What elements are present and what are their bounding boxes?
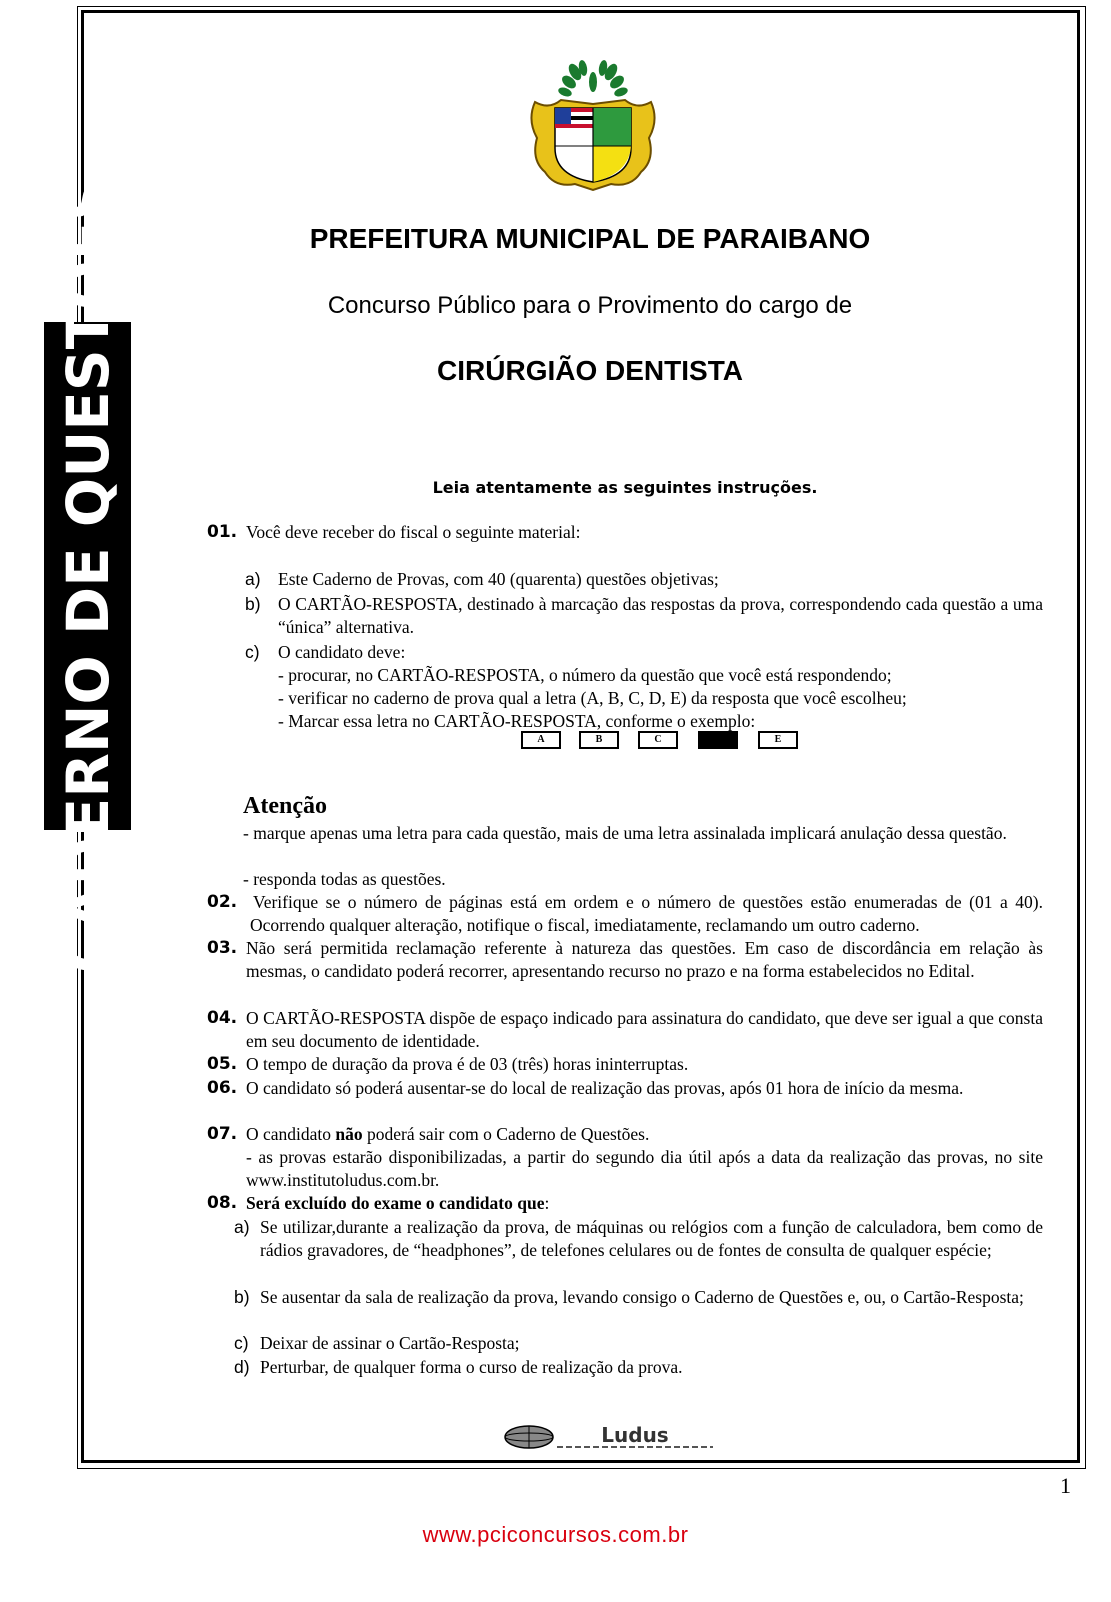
item-number: 04. — [207, 1008, 238, 1028]
item-text: Você deve receber do fiscal o seguinte material: — [246, 522, 581, 542]
page-title: PREFEITURA MUNICIPAL DE PARAIBANO — [309, 223, 871, 254]
item-text — [246, 1192, 549, 1214]
attention-heading: Atenção — [243, 793, 327, 819]
instructions-heading: Leia atentamente as seguintes instruções. — [432, 478, 818, 497]
example-answer-box: A — [521, 731, 561, 749]
footer-url[interactable]: www.pciconcursos.com.br — [422, 1522, 689, 1547]
item-text: O tempo de duração da prova é de 03 (três) horas ininterruptas. — [246, 1054, 689, 1074]
item-text: Deixar de assinar o Cartão-Resposta; — [260, 1333, 520, 1353]
item-letter: a) — [234, 1217, 250, 1237]
item-text: Perturbar, de qualquer forma o curso de realização da prova. — [260, 1357, 683, 1377]
item-text: Se utilizar,durante a realização da prova, de máquinas ou relógios com a função de calculadora, bem como de rádios gravadores, de “headphones”, de telefones celulares ou de fontes de consulta de qualquer espécie; — [260, 1217, 1043, 1260]
item-subline: - procurar, no CARTÃO-RESPOSTA, o número da questão que você está respondendo; — [278, 665, 892, 685]
item-text-part: : — [544, 1193, 550, 1213]
item-number: 02. — [207, 892, 238, 912]
side-label — [44, 179, 131, 973]
item-text: Este Caderno de Provas, com 40 (quarenta) questões objetivas; — [278, 569, 719, 589]
attention-text: - marque apenas uma letra para cada questão, mais de uma letra assinalada implicará anulação dessa questão. — [243, 823, 1007, 843]
item-text: O CARTÃO-RESPOSTA, destinado à marcação das respostas da prova, correspondendo cada questão a uma “única” alternativa. — [278, 594, 1043, 637]
page-subtitle: Concurso Público para o Provimento do cargo de — [327, 292, 853, 319]
item-letter: b) — [245, 594, 261, 614]
item-number: 05. — [207, 1054, 238, 1074]
position-title: CIRÚRGIÃO DENTISTA — [437, 355, 743, 386]
item-text-part: O candidato — [246, 1124, 336, 1144]
item-subline: - Marcar essa letra no CARTÃO-RESPOSTA, conforme o exemplo: — [278, 711, 756, 731]
side-label-text: CADERNO DE QUESTÕES — [53, 179, 122, 973]
example-answer-box-marked — [698, 731, 738, 749]
item-text: Verifique se o número de páginas está em ordem e o número de questões estão enumeradas de (01 a 40). Ocorrendo qualquer alteração, notifique o fiscal, imediatamente, reclamando um outro caderno. — [250, 892, 1043, 935]
item-text: Não será permitida reclamação referente à natureza das questões. Em caso de discordância em relação às mesmas, o candidato poderá recorrer, apresentando recurso no prazo e na forma estabelecidos no Edital. — [246, 938, 1043, 981]
item-number: 03. — [207, 938, 238, 958]
example-answer-box: C — [638, 731, 678, 749]
municipal-crest-icon — [525, 60, 661, 192]
item-text-part: poderá sair com o Caderno de Questões. — [362, 1124, 650, 1144]
item-text: O candidato deve: — [278, 642, 406, 662]
item-subline: - as provas estarão disponibilizadas, a partir do segundo dia útil após a data da realização das provas, no site www.institutoludus.com.br. — [246, 1147, 1043, 1190]
item-text-emphasis: não — [335, 1124, 363, 1144]
item-letter: b) — [234, 1287, 250, 1307]
svg-text:Ludus: Ludus — [601, 1424, 669, 1447]
item-letter: d) — [234, 1357, 250, 1377]
item-text — [246, 1123, 649, 1145]
item-letter: c) — [245, 642, 260, 662]
page-number: 1 — [1060, 1473, 1071, 1498]
attention-line — [243, 822, 1043, 845]
item-text: O candidato só poderá ausentar-se do local de realização das provas, após 01 hora de início da mesma. — [246, 1078, 964, 1098]
item-subline: - verificar no caderno de prova qual a letra (A, B, C, D, E) da resposta que você escolheu; — [278, 688, 907, 708]
item-letter: a) — [245, 569, 261, 589]
item-text: O CARTÃO-RESPOSTA dispõe de espaço indicado para assinatura do candidato, que deve ser igual a que consta em seu documento de identidade. — [246, 1008, 1043, 1051]
item-number: 07. — [207, 1124, 238, 1144]
item-letter: c) — [234, 1333, 249, 1353]
item-text: Se ausentar da sala de realização da prova, levando consigo o Caderno de Questões e, ou, o Cartão-Resposta; — [260, 1287, 1024, 1307]
item-number: 08. — [207, 1193, 238, 1213]
item-text-emphasis: Será excluído do exame o candidato que — [246, 1193, 545, 1213]
item-number: 06. — [207, 1078, 238, 1098]
example-answer-box: B — [579, 731, 619, 749]
example-answer-box: E — [758, 731, 798, 749]
item-number: 01. — [207, 522, 238, 542]
ludus-logo-icon — [503, 1424, 715, 1450]
attention-line: - responda todas as questões. — [243, 869, 446, 889]
